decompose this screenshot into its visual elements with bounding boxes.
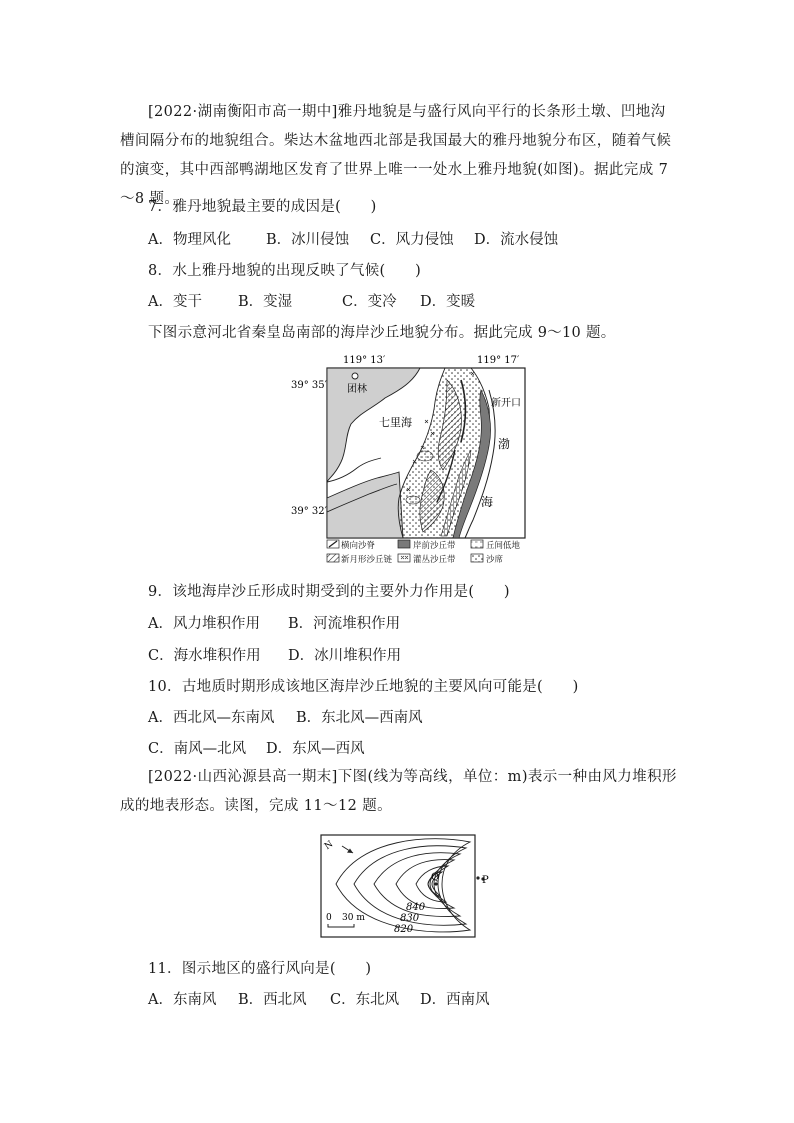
point-p-label: P — [482, 875, 489, 886]
option-c: C．变冷 — [342, 294, 397, 310]
option-b: B．西北风 — [238, 992, 307, 1008]
place-tuanlin: 团林 — [347, 384, 367, 395]
map-lat-bottom: 39° 32′ — [291, 506, 327, 517]
question-8-stem: 8．水上雅丹地貌的出现反映了气候( ) — [148, 263, 422, 279]
option-c: C．南风—北风 — [148, 741, 247, 757]
question-9-options — [148, 612, 400, 633]
option-c: C．风力侵蚀 — [370, 232, 454, 248]
question-10-options-row2 — [148, 737, 365, 758]
question-7-options — [148, 228, 558, 249]
option-a: A．物理风化 — [148, 232, 231, 248]
place-xinkaikou: 新开口 — [491, 398, 521, 409]
legend-interdune-lowland: 丘间低地 — [486, 541, 521, 551]
scale-length-label: 30 m — [342, 913, 365, 923]
north-arrow-label: N — [323, 839, 336, 853]
question-7-stem: 7．雅丹地貌最主要的成因是( ) — [148, 199, 377, 215]
intro-paragraph-dunes: 下图示意河北省秦皇岛南部的海岸沙丘地貌分布。据此完成 9～10 题。 — [148, 325, 616, 341]
sea-label-hai: 海 — [481, 495, 494, 509]
option-a: A．变干 — [148, 294, 202, 310]
option-a: A．风力堆积作用 — [148, 616, 260, 632]
scale-zero-label: 0 — [326, 913, 332, 923]
question-8-options — [148, 290, 475, 311]
question-11-stem: 11．图示地区的盛行风向是( ) — [148, 961, 372, 977]
legend-sand-sheet: 沙席 — [486, 555, 504, 565]
option-b: B．东北风—西南风 — [296, 710, 423, 726]
option-b: B．变湿 — [238, 294, 293, 310]
map-lon-right: 119° 17′ — [477, 355, 520, 366]
map-lon-left: 119° 13′ — [343, 355, 386, 366]
intro-paragraph-contour: [2022·山西沁源县高一期末]下图(线为等高线，单位：m)表示一种由风力堆积形成的地表形态。读图，完成 11～12 题。 — [120, 769, 677, 814]
sea-label-bo: 渤 — [498, 437, 511, 451]
map-lat-top: 39° 35′ — [291, 380, 327, 391]
coastal-dune-map — [285, 350, 535, 570]
option-c: C．海水堆积作用 — [148, 648, 261, 664]
question-11-options — [148, 988, 490, 1009]
legend-transverse-ridge: 横向沙脊 — [341, 541, 376, 551]
legend-barchan-chain: 新月形沙丘链 — [341, 555, 393, 565]
option-d: D．冰川堆积作用 — [288, 648, 402, 664]
option-b: B．河流堆积作用 — [288, 616, 401, 632]
contour-820-label: 820 — [394, 924, 414, 935]
option-a: A．东南风 — [148, 992, 217, 1008]
question-9-stem: 9．该地海岸沙丘形成时期受到的主要外力作用是( ) — [148, 584, 510, 600]
contour-dune-map — [320, 834, 489, 938]
question-10-stem: 10．古地质时期形成该地区海岸沙丘地貌的主要风向可能是( ) — [148, 679, 579, 695]
question-9-options-row2 — [148, 644, 401, 665]
contour-830-label: 830 — [400, 913, 420, 924]
question-10-options — [148, 706, 423, 727]
contour-840-label: 840 — [406, 902, 426, 913]
option-d: D．变暖 — [420, 294, 476, 310]
legend-foredune-belt: 岸前沙丘带 — [413, 541, 456, 551]
option-c: C．东北风 — [330, 992, 400, 1008]
point-q-label: Q — [431, 872, 440, 883]
intro-paragraph-yardang: [2022·湖南衡阳市高一期中]雅丹地貌是与盛行风向平行的长条形土墩、凹地沟槽间隔分布的地貌组合。柴达木盆地西北部是我国最大的雅丹地貌分布区，随着气候的演变，其中西部鸭湖地区发育了世界上唯一一处水上雅丹地貌(如图)。据此完成 7～8 题。 — [120, 104, 672, 207]
option-d: D．东风—西风 — [266, 741, 365, 757]
option-d: D．流水侵蚀 — [474, 232, 559, 248]
option-a: A．西北风—东南风 — [148, 710, 275, 726]
option-b: B．冰川侵蚀 — [266, 232, 350, 248]
legend-shrub-dune-belt: 灌丛沙丘带 — [413, 555, 456, 565]
option-d: D．西南风 — [420, 992, 490, 1008]
place-qilihai: 七里海 — [379, 416, 412, 429]
